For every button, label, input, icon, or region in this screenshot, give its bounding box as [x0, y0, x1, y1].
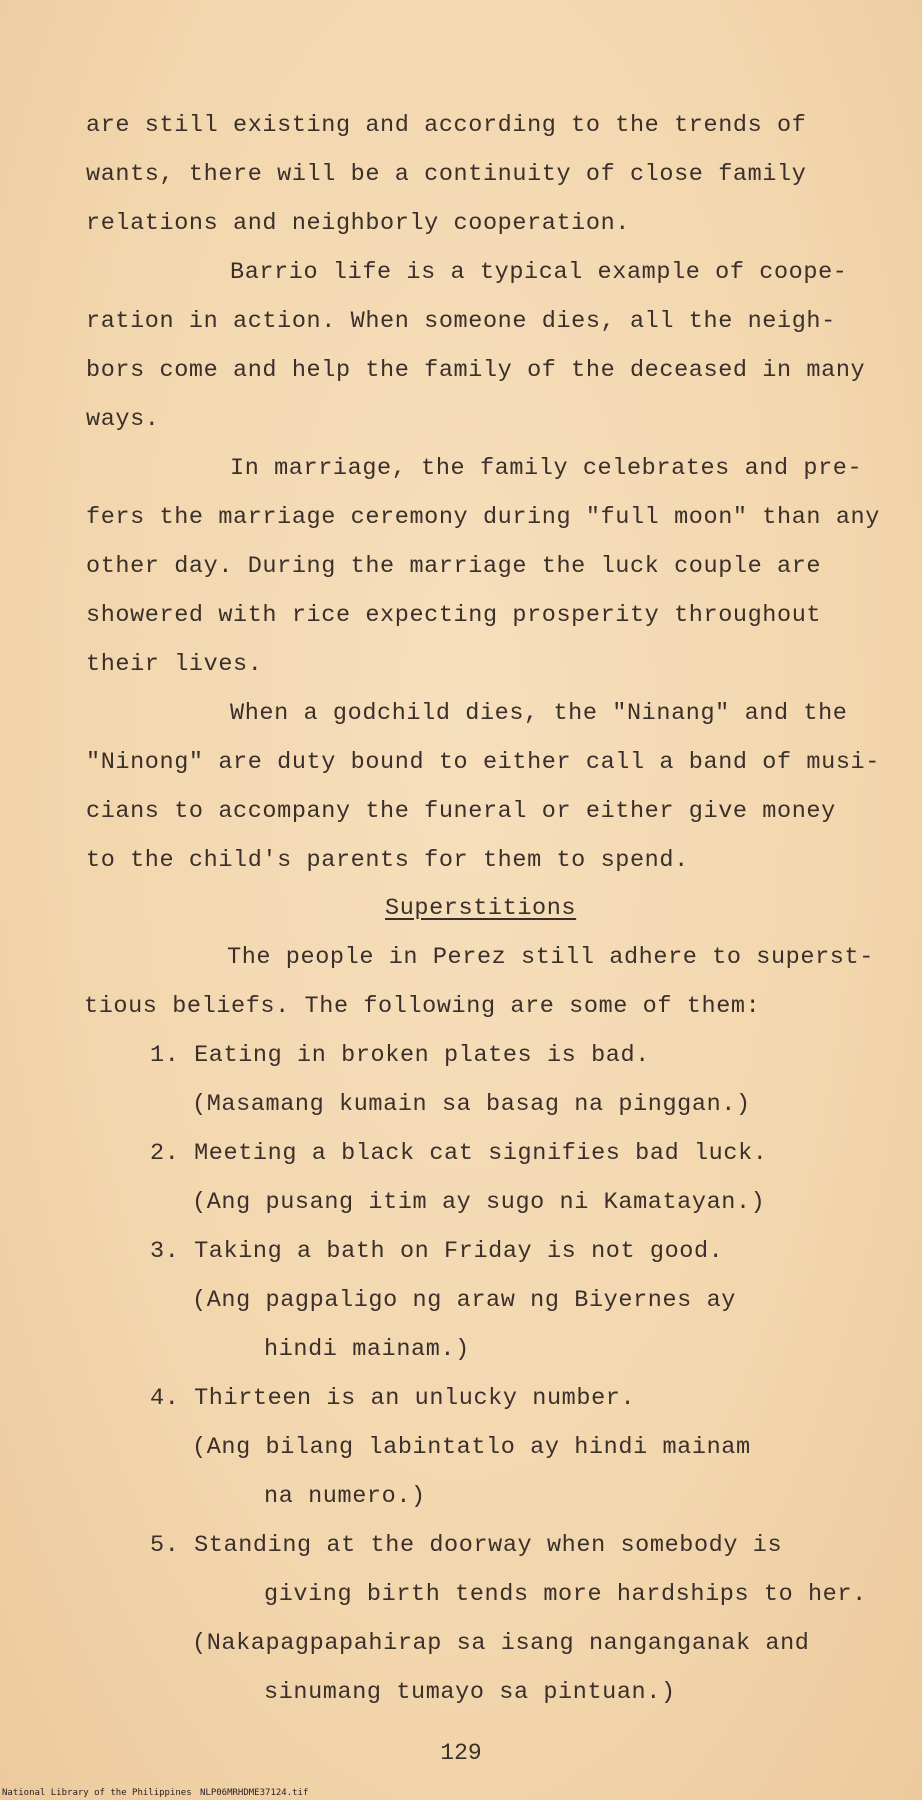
section-heading: Superstitions [385, 895, 577, 922]
text-line: tious beliefs. The following are some of them: [84, 993, 761, 1020]
list-item: 2. Meeting a black cat signifies bad luck. [150, 1140, 768, 1167]
footer-filename: NLP06MRHDME37124.tif [200, 1788, 309, 1798]
list-item-translation: na numero.) [264, 1483, 426, 1510]
text-line: relations and neighborly cooperation. [86, 210, 630, 237]
page-number: 129 [440, 1740, 482, 1766]
list-item: 4. Thirteen is an unlucky number. [150, 1385, 636, 1412]
list-item-translation: sinumang tumayo sa pintuan.) [264, 1679, 676, 1706]
text-line: The people in Perez still adhere to superst- [227, 944, 874, 971]
list-item-translation: (Ang pusang itim ay sugo ni Kamatayan.) [192, 1189, 766, 1216]
text-line: ration in action. When someone dies, all the neigh- [86, 308, 836, 335]
footer-library: National Library of the Philippines [2, 1788, 192, 1798]
text-line: "Ninong" are duty bound to either call a band of musi- [86, 749, 880, 776]
text-line: In marriage, the family celebrates and pre- [230, 455, 863, 482]
list-item-translation: (Masamang kumain sa basag na pinggan.) [192, 1091, 751, 1118]
list-item-translation: (Nakapagpapahirap sa isang nanganganak and [192, 1630, 810, 1657]
text-line: Barrio life is a typical example of coope- [230, 259, 848, 286]
text-line: ways. [86, 406, 160, 433]
text-line: are still existing and according to the trends of [86, 112, 807, 139]
list-item-translation: (Ang pagpaligo ng araw ng Biyernes ay [192, 1287, 736, 1314]
text-line: to the child's parents for them to spend. [86, 847, 689, 874]
text-line: bors come and help the family of the deceased in many [86, 357, 866, 384]
text-line: other day. During the marriage the luck couple are [86, 553, 822, 580]
text-line: their lives. [86, 651, 263, 678]
list-item: 3. Taking a bath on Friday is not good. [150, 1238, 724, 1265]
text-line: cians to accompany the funeral or either give money [86, 798, 836, 825]
list-item-translation: (Ang bilang labintatlo ay hindi mainam [192, 1434, 751, 1461]
text-line: showered with rice expecting prosperity throughout [86, 602, 822, 629]
list-item: 1. Eating in broken plates is bad. [150, 1042, 650, 1069]
list-item-translation: hindi mainam.) [264, 1336, 470, 1363]
text-line: wants, there will be a continuity of close family [86, 161, 807, 188]
list-item: giving birth tends more hardships to her. [264, 1581, 867, 1608]
list-item: 5. Standing at the doorway when somebody is [150, 1532, 783, 1559]
text-line: When a godchild dies, the "Ninang" and the [230, 700, 848, 727]
text-line: fers the marriage ceremony during "full moon" than any [86, 504, 880, 531]
